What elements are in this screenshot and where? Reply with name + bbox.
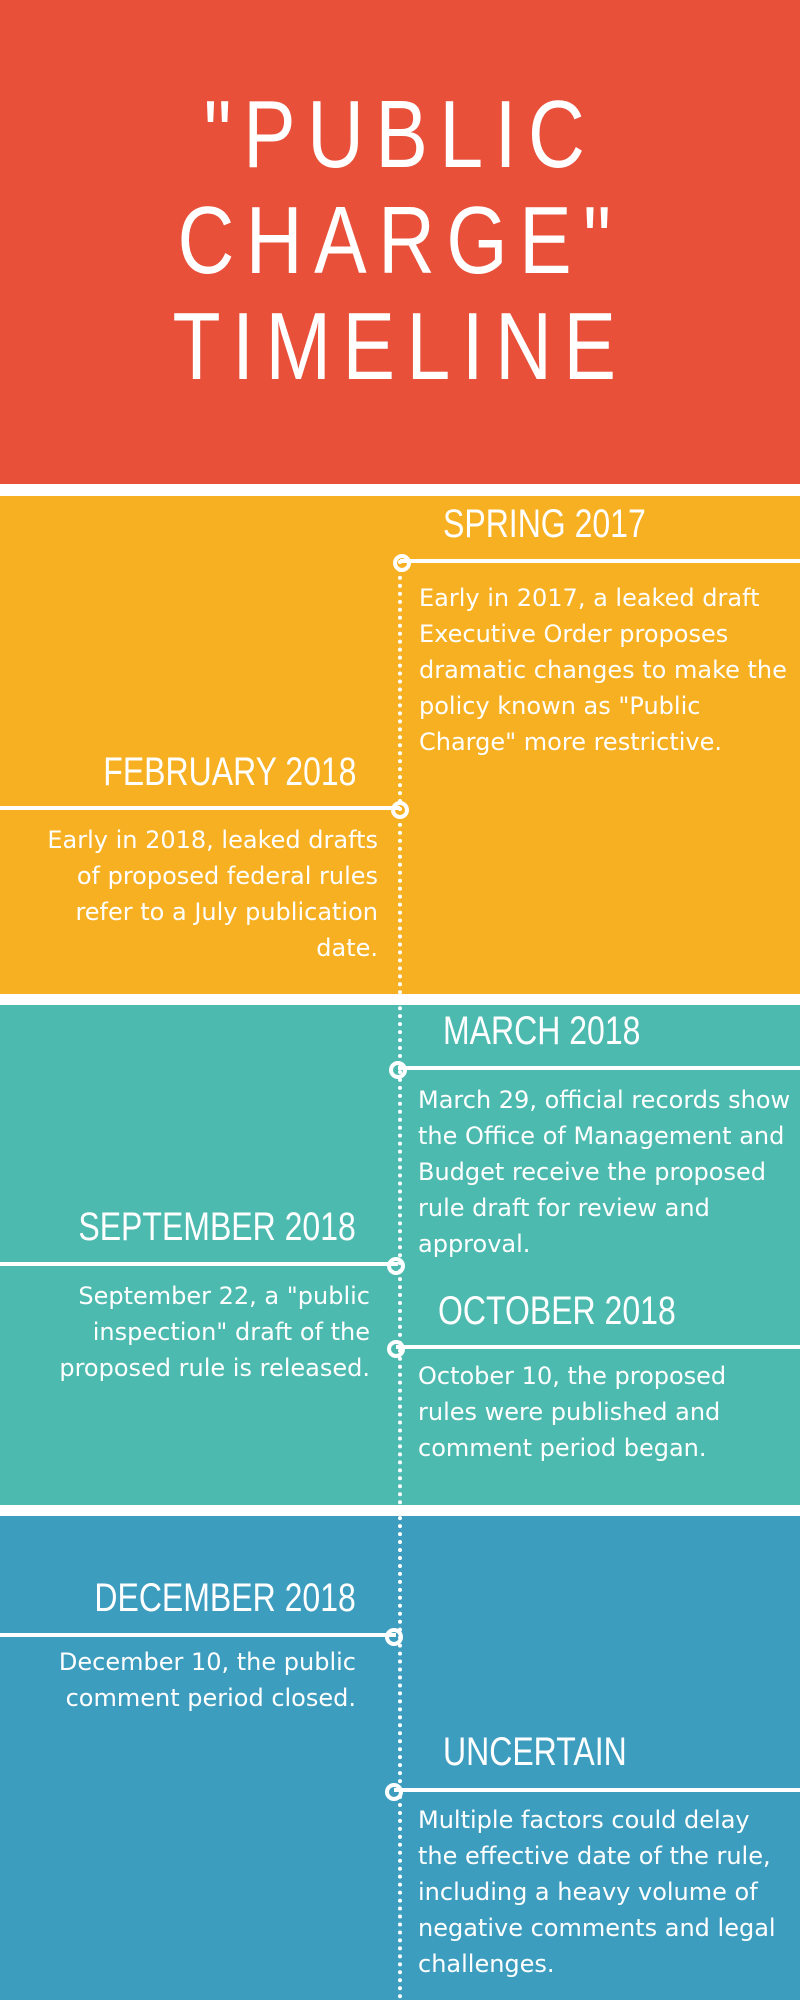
event-heading: SEPTEMBER 2018 (78, 1205, 356, 1249)
event-heading: FEBRUARY 2018 (102, 750, 356, 794)
page-title (72, 82, 728, 400)
event-description: October 10, the proposed rules were published and comment period began. (418, 1362, 727, 1462)
event-heading: MARCH 2018 (443, 1009, 641, 1053)
event-heading: SPRING 2017 (443, 502, 646, 546)
timeline-node (387, 1257, 405, 1275)
timeline-node (385, 1783, 403, 1801)
event-connector-line (400, 559, 800, 563)
event-description: March 29, official records show the Office of Management and Budget receive the proposed rule draft for review and approval. (418, 1086, 791, 1258)
event-heading: DECEMBER 2018 (94, 1576, 356, 1620)
event-connector-line (0, 1633, 396, 1637)
event-description: Early in 2018, leaked drafts of proposed federal rules refer to a July publication date. (47, 826, 378, 962)
title-line-2: CHARGE" (177, 187, 623, 294)
event-description: Early in 2017, a leaked draft Executive Order proposes dramatic changes to make the policy known as "Public Charge" more restrictive. (419, 584, 787, 756)
timeline-node (393, 554, 411, 572)
timeline-node (389, 1061, 407, 1079)
title-line-3: TIMELINE (172, 293, 628, 400)
event-connector-line (396, 1345, 800, 1349)
timeline-node (387, 1340, 405, 1358)
event-description: Multiple factors could delay the effective date of the rule, including a heavy volume of negative comments and legal challenges. (418, 1806, 776, 1978)
event-description: December 10, the public comment period closed. (58, 1648, 356, 1712)
event-description: September 22, a "public inspection" draft of the proposed rule is released. (59, 1282, 370, 1382)
timeline-node (391, 801, 409, 819)
timeline-node (385, 1628, 403, 1646)
event-heading: OCTOBER 2018 (438, 1289, 676, 1333)
title-line-1: "PUBLIC (203, 81, 597, 188)
event-connector-line (0, 806, 400, 810)
event-connector-line (394, 1788, 800, 1792)
event-heading: UNCERTAIN (443, 1730, 627, 1774)
event-connector-line (398, 1066, 800, 1070)
event-connector-line (0, 1262, 398, 1266)
